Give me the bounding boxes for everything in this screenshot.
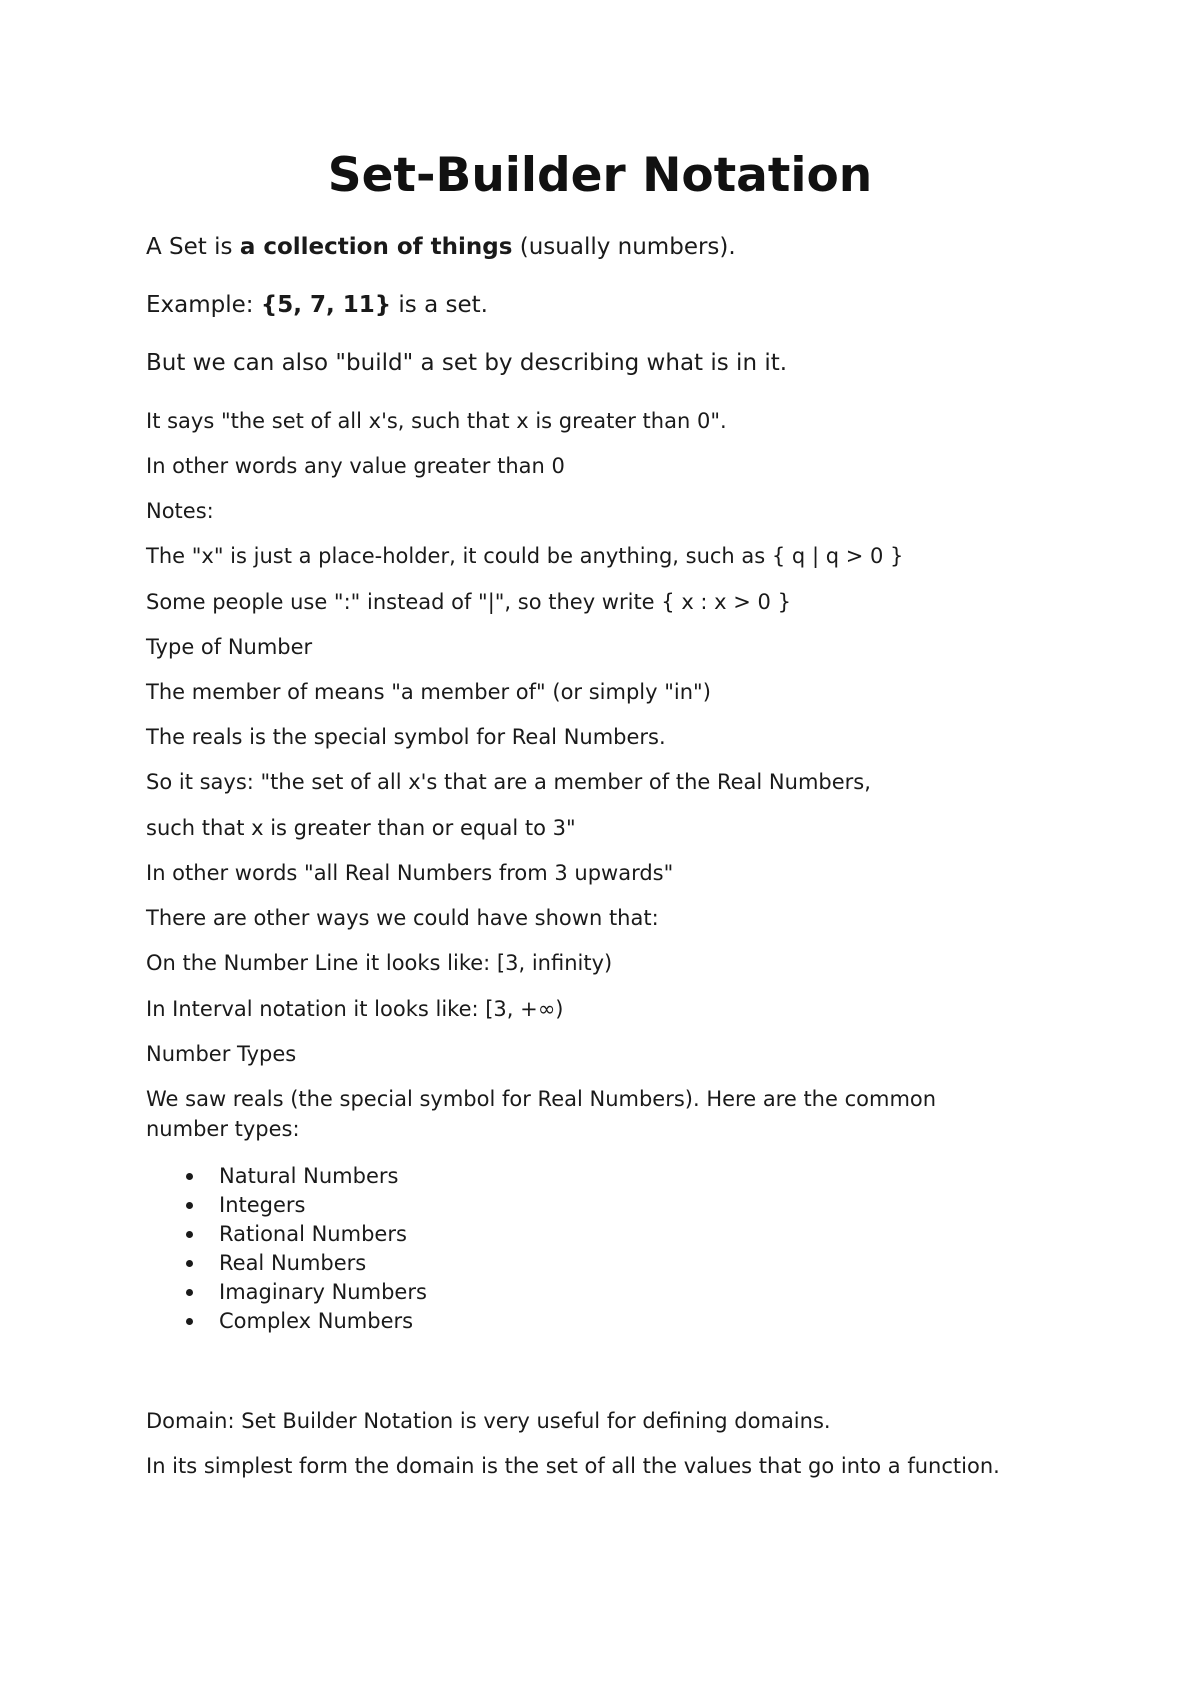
so-it-says-line: So it says: "the set of all x's that are a member of the Real Numbers, [146,770,871,794]
set-example-end: is a set. [391,292,488,318]
list-item [146,1191,427,1220]
type-of-number-heading: Type of Number [146,635,313,659]
list-item-label: Integers [219,1193,306,1217]
we-saw-paragraph: We saw reals (the special symbol for Real Numbers). Here are the common number types: [146,1087,937,1141]
number-line-line: On the Number Line it looks like: [3, infinity) [146,951,613,975]
build-intro: But we can also "build" a set by describing what is in it. [146,350,788,376]
number-types-list [146,1162,427,1336]
it-says-line: It says "the set of all x's, such that x is greater than 0". [146,409,727,433]
colon-note: Some people use ":" instead of "|", so they write { x : x > 0 } [146,590,791,614]
list-item-label: Imaginary Numbers [219,1280,427,1304]
set-definition-bold: a collection of things [239,234,513,260]
set-definition [146,232,736,262]
list-item-label: Natural Numbers [219,1164,399,1188]
other-words-line-2: In other words "all Real Numbers from 3 upwards" [146,861,674,885]
set-example [146,290,488,320]
other-ways-line: There are other ways we could have shown that: [146,906,659,930]
list-item [146,1307,427,1336]
reals-line: The reals is the special symbol for Real Numbers. [146,725,666,749]
number-types-heading: Number Types [146,1042,297,1066]
list-item [146,1162,427,1191]
interval-line: In Interval notation it looks like: [3, +∞) [146,997,564,1021]
bullet-icon [186,1231,193,1238]
bullet-icon [186,1318,193,1325]
other-words-line-1: In other words any value greater than 0 [146,454,565,478]
such-that-line: such that x is greater than or equal to 3" [146,816,576,840]
member-of-line: The member of means "a member of" (or simply "in") [146,680,711,704]
list-item-label: Rational Numbers [219,1222,407,1246]
placeholder-note: The "x" is just a place-holder, it could be anything, such as { q | q > 0 } [146,544,904,568]
bullet-icon [186,1202,193,1209]
set-example-bold: {5, 7, 11} [260,292,392,318]
list-item-label: Complex Numbers [219,1309,414,1333]
bullet-icon [186,1289,193,1296]
list-item [146,1249,427,1278]
bullet-icon [186,1260,193,1267]
list-item [146,1278,427,1307]
notes-heading: Notes: [146,499,214,523]
list-item [146,1220,427,1249]
simplest-form-paragraph: In its simplest form the domain is the set of all the values that go into a function. [146,1454,1000,1478]
page-title: Set-Builder Notation [327,148,873,203]
domain-line: Domain: Set Builder Notation is very useful for defining domains. [146,1409,831,1433]
set-definition-start: A Set is [146,234,240,260]
set-example-start: Example: [146,292,261,318]
list-item-label: Real Numbers [219,1251,367,1275]
bullet-icon [186,1173,193,1180]
set-definition-end: (usually numbers). [512,234,736,260]
